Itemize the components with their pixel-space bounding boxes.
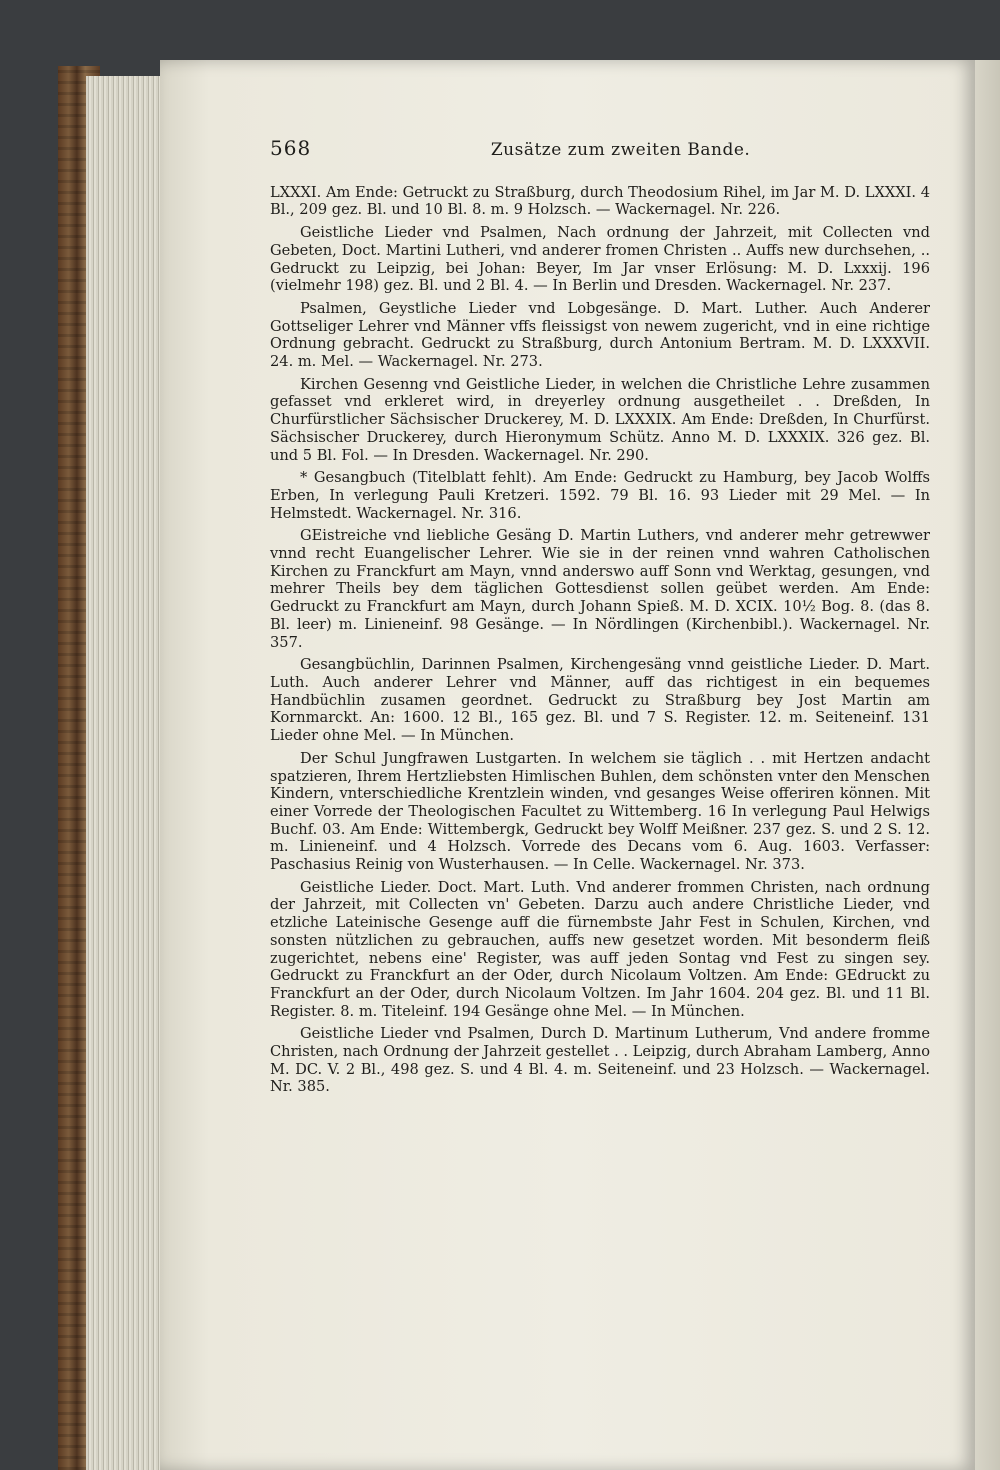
facing-page-edge (975, 60, 1000, 1470)
entry: Gesangbüchlin, Darinnen Psalmen, Kirchengesäng vnnd geistliche Lieder. D. Mart. Luth. Auch anderer Lehrer vnd Männer, auff das richtigest in ein bequemes Handbüchlin zusamen geordnet. Gedruckt zu Straßburg bey Jost Martin am Kornmarckt. An: 1600. 12 Bl., 165 gez. Bl. und 7 S. Register. 12. m. Seiteneinf. 131 Lieder ohne Mel. — In München. (270, 656, 930, 745)
entry: Geistliche Lieder vnd Psalmen, Nach ordnung der Jahrzeit, mit Collecten vnd Gebeten, Doct. Martini Lutheri, vnd anderer fromen Christen .. Auffs new durchsehen, .. Gedruckt zu Leipzig, bei Johan: Beyer, Im Jar vnser Erlösung: M. D. Lxxxij. 196 (vielmehr 198) gez. Bl. und 2 Bl. 4. — In Berlin und Dresden. Wackernagel. Nr. 237. (270, 224, 930, 295)
text-block (270, 136, 930, 1101)
entry: Der Schul Jungfrawen Lustgarten. In welchem sie täglich . . mit Hertzen andacht spatzieren, Ihrem Hertzliebsten Himlischen Buhlen, dem schönsten vnter den Menschen Kindern, vnterschiedliche Krentzlein winden, vnd gesanges Weise offeriren können. Mit einer Vorrede der Theologischen Facultet zu Wittemberg. 16 In verlegung Paul Helwigs Buchf. 03. Am Ende: Wittembergk, Gedruckt bey Wolff Meißner. 237 gez. S. und 2 S. 12. m. Linieneinf. und 4 Holzsch. Vorrede des Decans vom 6. Aug. 1603. Verfasser: Paschasius Reinig von Wusterhausen. — In Celle. Wackernagel. Nr. 373. (270, 749, 930, 874)
entry: Kirchen Gesenng vnd Geistliche Lieder, in welchen die Christliche Lehre zusammen gefasset vnd erkleret wird, in dreyerley ordnung ausgetheilet . . Dreßden, In Churfürstlicher Sächsischer Druckerey, M. D. LXXXIX. Am Ende: Dreßden, In Churfürst. Sächsischer Druckerey, durch Hieronymum Schütz. Anno M. D. LXXXIX. 326 gez. Bl. und 5 Bl. Fol. — In Dresden. Wackernagel. Nr. 290. (270, 375, 930, 464)
entry: Psalmen, Geystliche Lieder vnd Lobgesänge. D. Mart. Luther. Auch Anderer Gottseliger Lehrer vnd Männer vffs fleissigst von newem zugericht, vnd in eine richtige Ordnung gebracht. Gedruckt zu Straßburg, durch Antonium Bertram. M. D. LXXXVII. 24. m. Mel. — Wackernagel. Nr. 273. (270, 299, 930, 371)
entry: Geistliche Lieder vnd Psalmen, Durch D. Martinum Lutherum, Vnd andere fromme Christen, nach Ordnung der Jahrzeit gestellet . . Leipzig, durch Abraham Lamberg, Anno M. DC. V. 2 Bl., 498 gez. S. und 4 Bl. 4. m. Seiteneinf. und 23 Holzsch. — Wackernagel. Nr. 385. (270, 1025, 930, 1096)
entry: Geistliche Lieder. Doct. Mart. Luth. Vnd anderer frommen Christen, nach ordnung der Jahrzeit, mit Collecten vn' Gebeten. Darzu auch andere Christliche Lieder, vnd etzliche Lateinische Gesenge auff die fürnembste Jahr Fest in Schulen, Kirchen, vnd sonsten nützlichen zu gebrauchen, auffs new gesetzet worden. Mit besonderm fleiß zugerichtet, nebens eine' Register, was auff jeden Sontag vnd Fest zu singen sey. Gedruckt zu Franckfurt an der Oder, durch Nicolaum Voltzen. Am Ende: GEdruckt zu Franckfurt an der Oder, durch Nicolaum Voltzen. Im Jahr 1604. 204 gez. Bl. und 11 Bl. Register. 8. m. Titeleinf. 194 Gesänge ohne Mel. — In München. (270, 878, 930, 1020)
entry: LXXXI. Am Ende: Getruckt zu Straßburg, durch Theodosium Rihel, im Jar M. D. LXXXI. 4 Bl., 209 gez. Bl. und 10 Bl. 8. m. 9 Holzsch. — Wackernagel. Nr. 226. (270, 183, 930, 219)
entry: GEistreiche vnd liebliche Gesäng D. Martin Luthers, vnd anderer mehr getrewwer vnnd recht Euangelischer Lehrer. Wie sie in der reinen vnnd wahren Catholischen Kirchen zu Franckfurt am Mayn, vnnd anderswo auff Sonn vnd Werktag, gesungen, vnd mehrer Theils bey dem täglichen Gottesdienst sollen geübet werden. Am Ende: Gedruckt zu Franckfurt am Mayn, durch Johann Spieß. M. D. XCIX. 10½ Bog. 8. (das 8. Bl. leer) m. Linieneinf. 98 Gesänge. — In Nördlingen (Kirchenbibl.). Wackernagel. Nr. 357. (270, 527, 930, 651)
running-head: Zusätze zum zweiten Bande. (490, 140, 751, 160)
page-header (270, 136, 930, 160)
page-number: 568 (270, 136, 312, 160)
entry: * Gesangbuch (Titelblatt fehlt). Am Ende: Gedruckt zu Hamburg, bey Jacob Wolffs Erben, In verlegung Pauli Kretzeri. 1592. 79 Bl. 16. 93 Lieder mit 29 Mel. — In Helmstedt. Wackernagel. Nr. 316. (270, 469, 930, 522)
